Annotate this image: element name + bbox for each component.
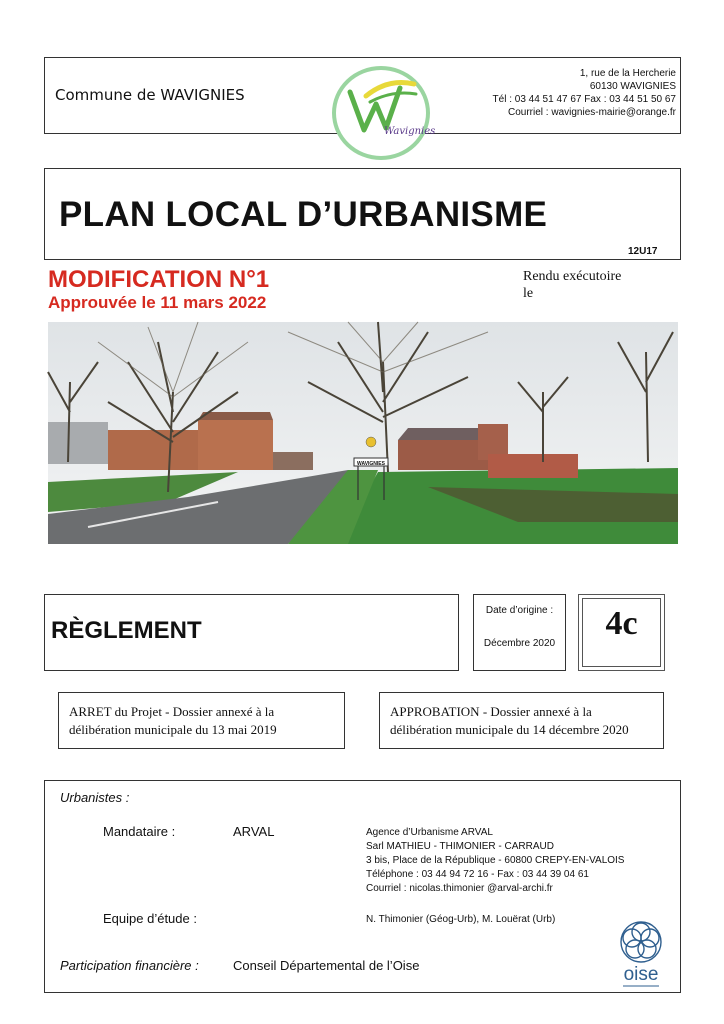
date-label: Date d’origine : [485,605,554,616]
document-title: PLAN LOCAL D’URBANISME [59,195,548,234]
document-number: 4c [605,605,638,642]
rendu-line: le [523,286,534,301]
mandataire-label: Mandataire : [103,824,176,839]
commune-address [493,67,676,119]
wavignies-logo [332,66,436,160]
village-photo [48,322,678,544]
date-value: Décembre 2020 [483,638,556,649]
agency-line: Sarl MATHIEU - THIMONIER - CARRAUD [366,841,554,852]
participation-label: Participation financière : [60,958,199,973]
village-sign-text: WAVIGNIES [357,461,385,467]
agency-line: 3 bis, Place de la République - 60800 CREPY-EN-VALOIS [366,855,625,866]
arret-text: ARRET du Projet - Dossier annexé à la délibération municipale du 13 mai 2019 [69,704,277,737]
reglement-title: RÈGLEMENT [51,617,202,644]
address-line: 1, rue de la Hercherie [579,68,676,79]
agency-details [366,826,624,896]
oise-logo [609,918,673,992]
participation-value: Conseil Départemental de l’Oise [233,958,420,973]
date-box [473,594,566,671]
approbation-text: APPROBATION - Dossier annexé à la délibération municipale du 14 décembre 2020 [390,704,629,737]
document-code: 12U17 [628,246,658,257]
equipe-value: N. Thimonier (Géog-Urb), M. Louërat (Urb) [366,914,556,925]
modification-label: MODIFICATION N°1 [48,266,270,293]
phone-line: Tél : 03 44 51 47 67 Fax : 03 44 51 50 67 [492,94,676,105]
agency-line: Courriel : nicolas.thimonier @arval-archi.fr [366,883,553,894]
rendu-line: Rendu exécutoire [523,269,622,284]
title-box [44,168,681,260]
rendu-executoire [523,268,621,302]
approbation-box [379,692,664,749]
mandataire-value: ARVAL [233,824,275,839]
approval-date: Approuvée le 11 mars 2022 [48,293,267,312]
address-line: 60130 WAVIGNIES [589,81,676,92]
document-number-box [578,594,665,671]
arret-box [58,692,345,749]
commune-name: Commune de WAVIGNIES [55,86,245,104]
agency-line: Agence d’Urbanisme ARVAL [366,827,493,838]
logo-text: Wavignies [384,126,436,137]
urbanistes-heading: Urbanistes : [60,790,130,805]
email-line: Courriel : wavignies-mairie@orange.fr [508,107,676,118]
oise-logo-text: oise [623,964,659,985]
reglement-box [44,594,459,671]
equipe-label: Equipe d’étude : [103,911,197,926]
agency-line: Téléphone : 03 44 94 72 16 - Fax : 03 44 39 04 61 [366,869,589,880]
